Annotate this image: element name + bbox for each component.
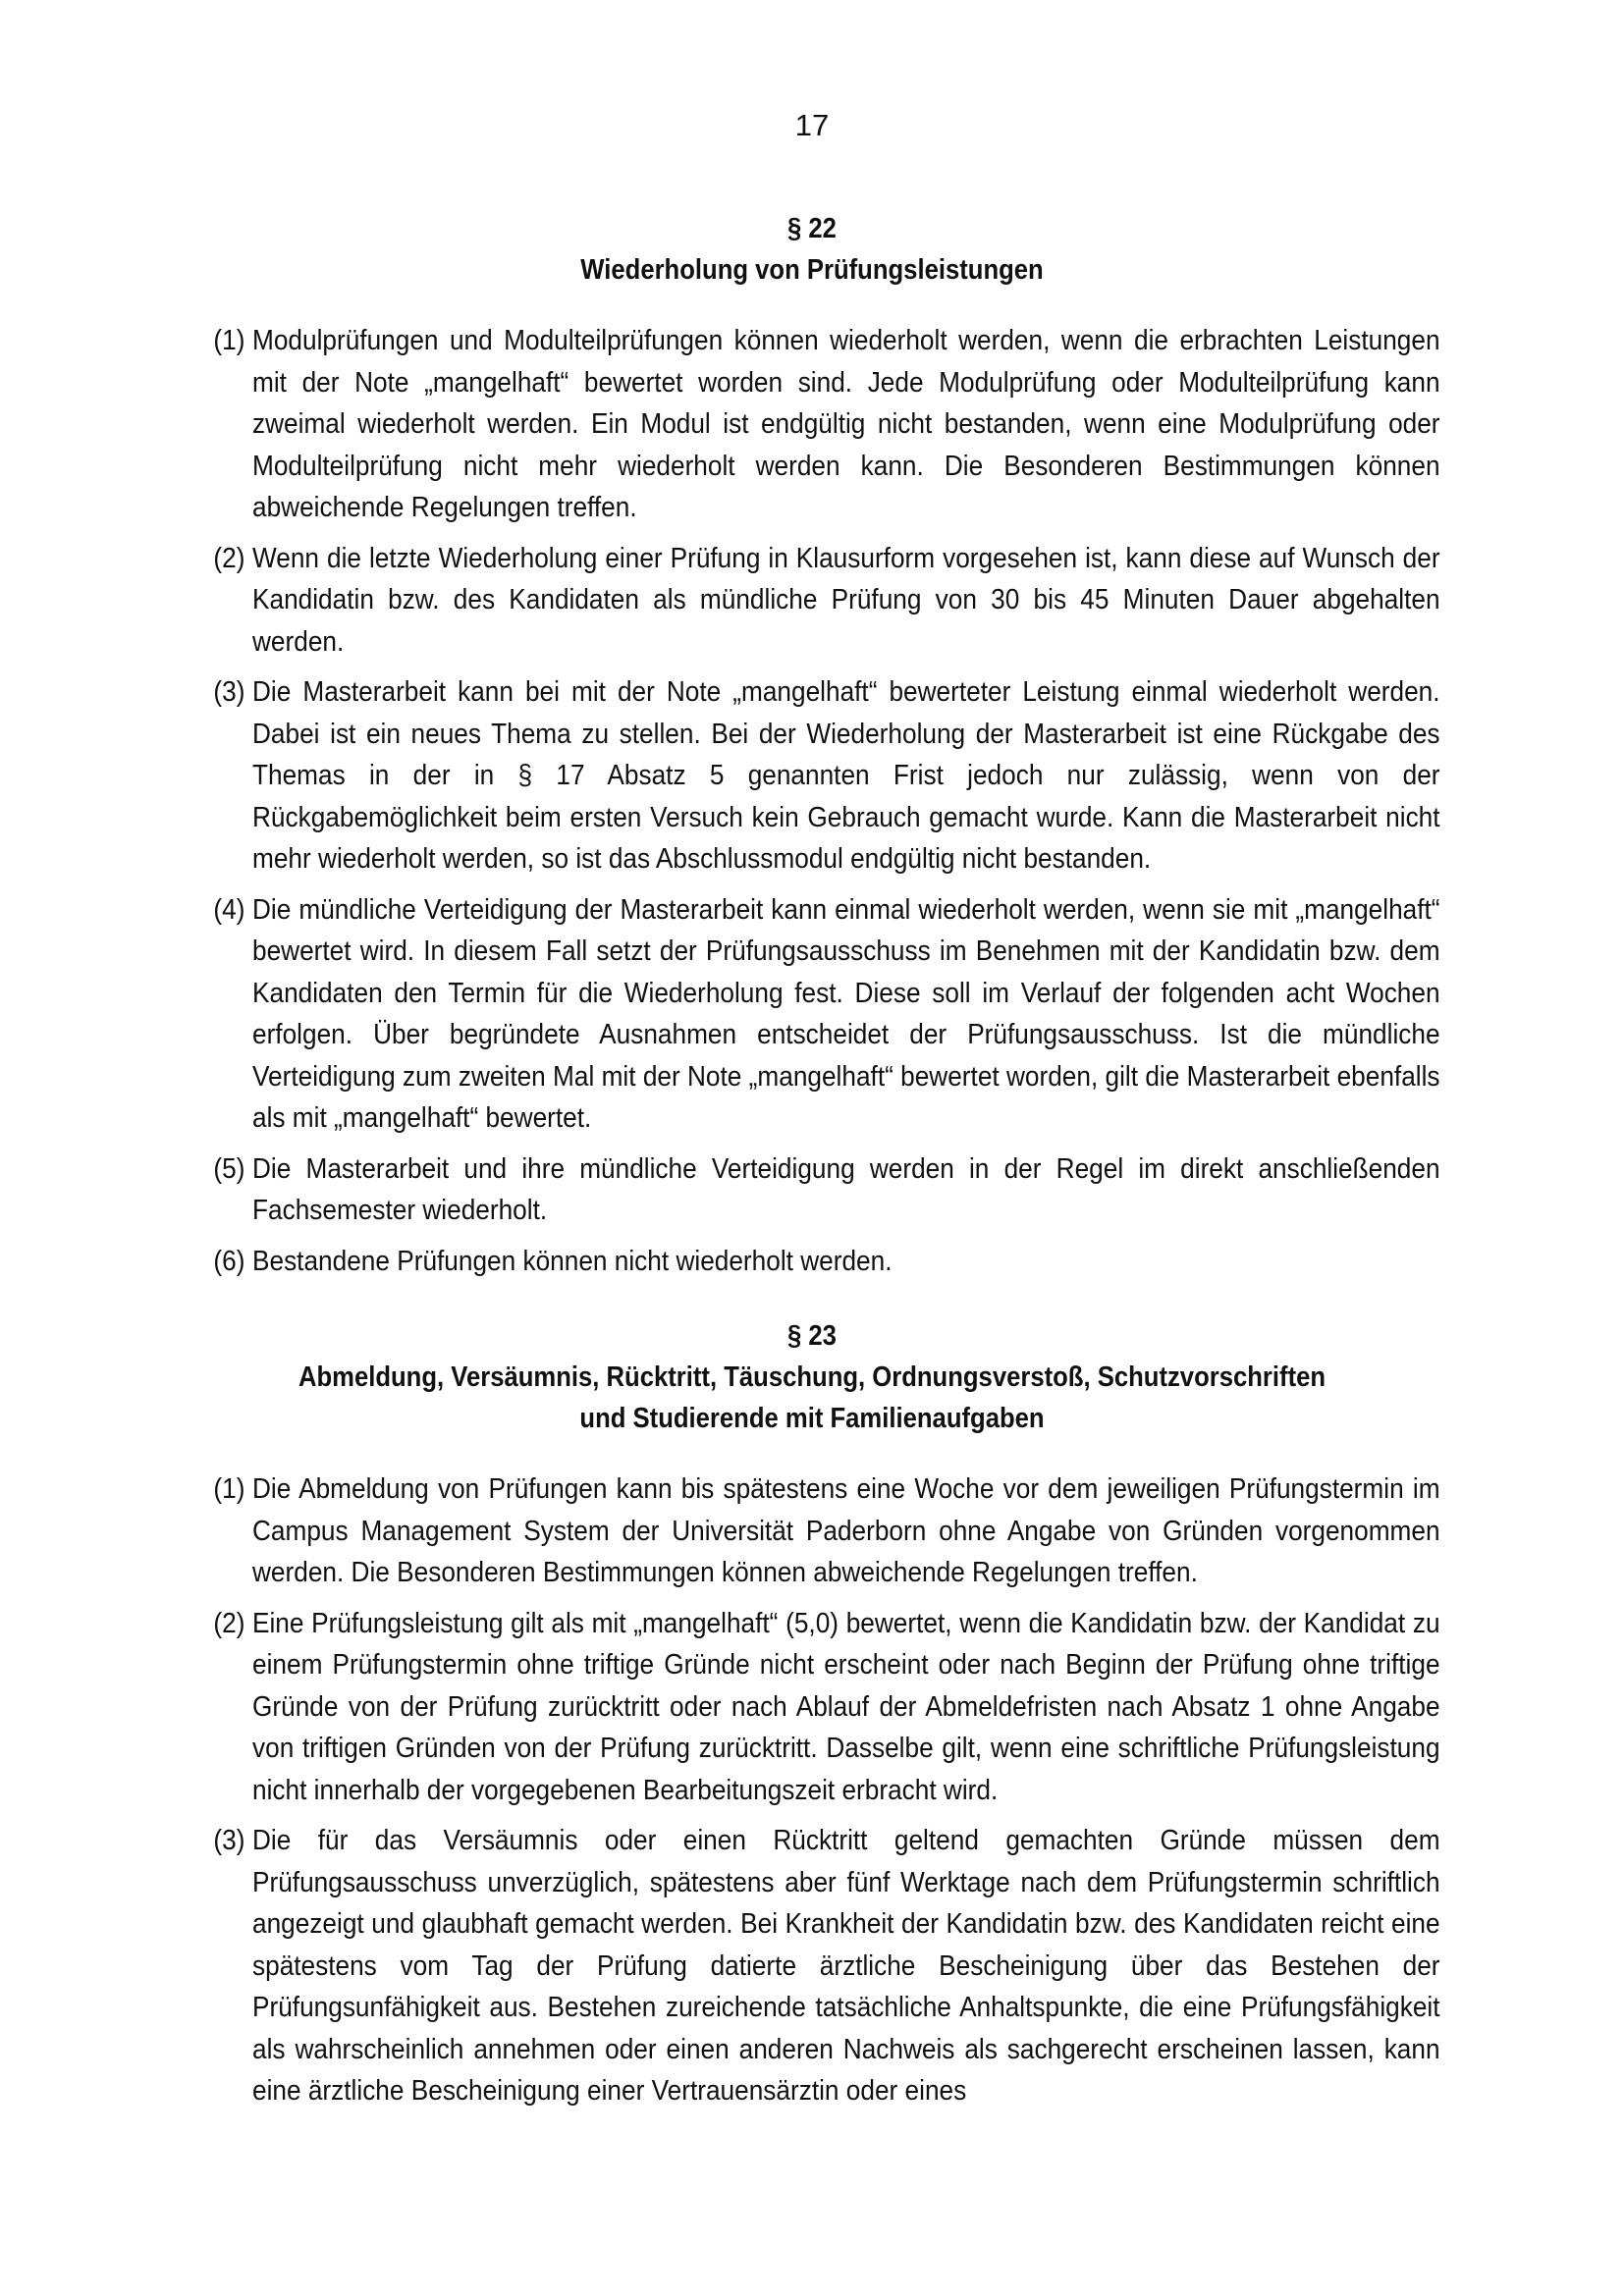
section-23-paragraphs: [0, 1468, 1624, 2112]
paragraph: [212, 1820, 1440, 2112]
paragraph-text: Eine Prüfungsleistung gilt als mit „mangelhaft“ (5,0) bewertet, wenn die Kandidatin bzw. der Kandidat zu einem Prüfungstermin ohne triftige Gründe nicht erscheint oder nach Beginn der Prüfung ohne triftige Gründe von der Prüfung zurücktritt oder nach Ablauf der Abmeldefristen nach Absatz 1 ohne Angabe von triftigen Gründen von der Prüfung zurücktritt. Dasselbe gilt, wenn eine schriftliche Prüfungsleistung nicht innerhalb der vorgegebenen Bearbeitungszeit erbracht wird.: [252, 1607, 1440, 1806]
section-23-title: Abmeldung, Versäumnis, Rücktritt, Täuschung, Ordnungsverstoß, Schutzvorschriften und Studierende mit Familienaufgaben: [298, 1362, 1326, 1434]
paragraph: [212, 538, 1440, 664]
paragraph: [212, 1241, 1440, 1283]
paragraph-number: (2): [212, 1607, 244, 1639]
paragraph-text: Die mündliche Verteidigung der Masterarbeit kann einmal wiederholt werden, wenn sie mit „mangelhaft“ bewertet wird. In diesem Fall setzt der Prüfungsausschuss im Benehmen mit der Kandidatin bzw. dem Kandidaten den Termin für die Wiederholung fest. Diese soll im Verlauf der folgenden acht Wochen erfolgen. Über begründete Ausnahmen entscheidet der Prüfungsausschuss. Ist die mündliche Verteidigung zum zweiten Mal mit der Note „mangelhaft“ bewertet worden, gilt die Masterarbeit ebenfalls als mit „mangelhaft“ bewertet.: [252, 893, 1440, 1134]
paragraph-text: Die Masterarbeit und ihre mündliche Verteidigung werden in der Regel im direkt anschließenden Fachsemester wiederholt.: [252, 1152, 1440, 1226]
section-22-title: Wiederholung von Prüfungsleistungen: [580, 254, 1044, 286]
section-22-paragraphs: [0, 320, 1624, 1282]
paragraph-number: (4): [212, 893, 244, 926]
section-22: [0, 208, 1624, 1291]
paragraph: [212, 1468, 1440, 1594]
paragraph-number: (3): [212, 676, 244, 708]
paragraph: [212, 1603, 1440, 1812]
paragraph-text: Wenn die letzte Wiederholung einer Prüfung in Klausurform vorgesehen ist, kann diese auf Wunsch der Kandidatin bzw. des Kandidaten als mündliche Prüfung von 30 bis 45 Minuten Dauer abgehalten werden.: [252, 542, 1440, 658]
paragraph-number: (1): [212, 325, 244, 356]
paragraph-text: Bestandene Prüfungen können nicht wiederholt werden.: [252, 1245, 893, 1277]
paragraph-text: Die Abmeldung von Prüfungen kann bis spätestens eine Woche vor dem jeweiligen Prüfungstermin im Campus Management System der Universität Paderborn ohne Angabe von Gründen vorgenommen werden. Die Besonderen Bestimmungen können abweichende Regelungen treffen.: [252, 1473, 1440, 1588]
paragraph: [212, 889, 1440, 1140]
paragraph-text: Die für das Versäumnis oder einen Rücktritt geltend gemachten Gründe müssen dem Prüfungsausschuss unverzüglich, spätestens aber fünf Werktage nach dem Prüfungstermin schriftlich angezeigt und glaubhaft gemacht werden. Bei Krankheit der Kandidatin bzw. des Kandidaten reicht eine spätestens vom Tag der Prüfung datierte ärztliche Bescheinigung über das Bestehen der Prüfungsunfähigkeit aus. Bestehen zureichende tatsächliche Anhaltspunkte, die eine Prüfungsfähigkeit als wahrscheinlich annehmen oder einen anderen Nachweis als sachgerecht erscheinen lassen, kann eine ärztliche Bescheinigung einer Vertrauensärztin oder eines: [252, 1825, 1440, 2107]
section-23: [0, 1315, 1624, 2121]
paragraph-number: (1): [212, 1473, 244, 1505]
page-number: 17: [794, 108, 830, 142]
paragraph-text: Modulprüfungen und Modulteilprüfungen können wiederholt werden, wenn die erbrachten Leistungen mit der Note „mangelhaft“ bewertet worden sind. Jede Modulprüfung oder Modulteilprüfung kann zweimal wiederholt werden. Ein Modul ist endgültig nicht bestanden, wenn eine Modulprüfung oder Modulteilprüfung nicht mehr wiederholt werden kann. Die Besonderen Bestimmungen können abweichende Regelungen treffen.: [252, 325, 1440, 523]
paragraph-number: (6): [212, 1245, 244, 1277]
paragraph-number: (2): [212, 542, 244, 574]
paragraph-text: Die Masterarbeit kann bei mit der Note „mangelhaft“ bewerteter Leistung einmal wiederholt werden. Dabei ist ein neues Thema zu stellen. Bei der Wiederholung der Masterarbeit ist eine Rückgabe des Themas in der in § 17 Absatz 5 genannten Frist jedoch nur zulässig, wenn von der Rückgabemöglichkeit beim ersten Versuch kein Gebrauch gemacht wurde. Kann die Masterarbeit nicht mehr wiederholt werden, so ist das Abschlussmodul endgültig nicht bestanden.: [252, 676, 1440, 875]
paragraph-number: (5): [212, 1152, 244, 1185]
section-22-symbol: § 22: [787, 213, 837, 244]
paragraph: [212, 671, 1440, 881]
paragraph-number: (3): [212, 1825, 244, 1856]
section-23-symbol: § 23: [787, 1320, 837, 1352]
paragraph: [212, 1148, 1440, 1232]
paragraph: [212, 320, 1440, 529]
